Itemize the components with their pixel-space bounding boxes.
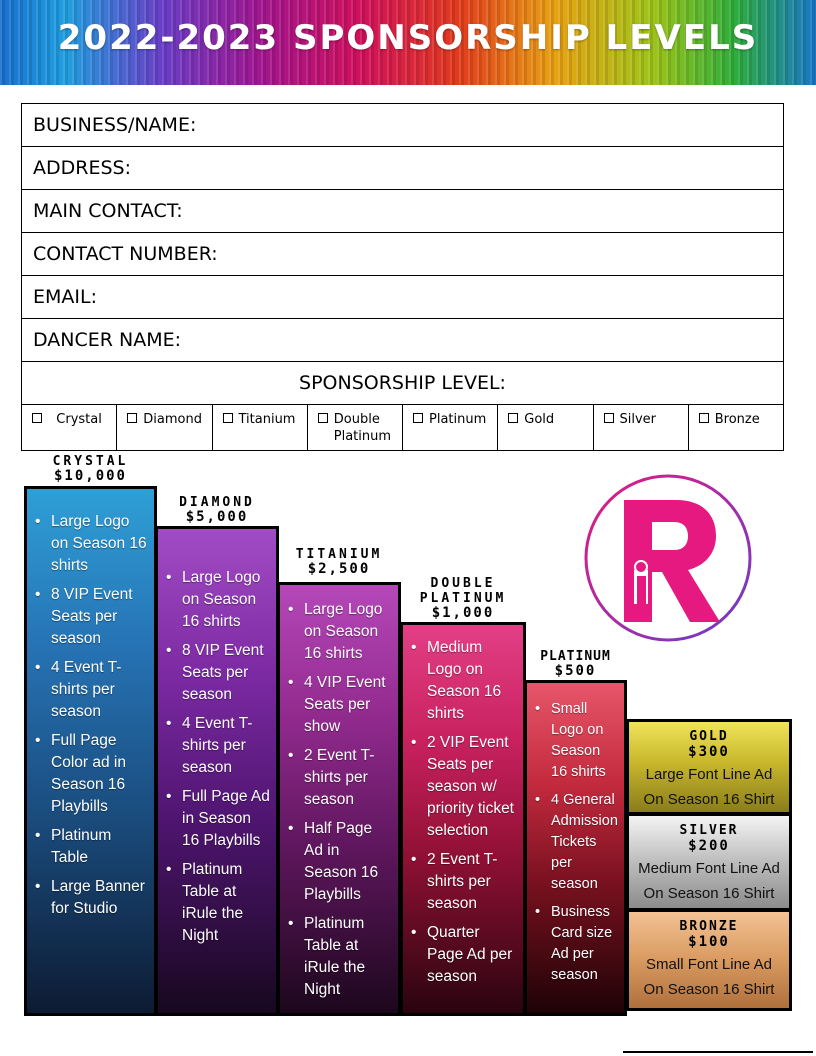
list-item: • 2 Event T- shirts per season — [288, 745, 394, 811]
option-silver[interactable]: Silver — [594, 405, 689, 450]
list-item: • 4 Event T-shirts per season — [35, 657, 150, 723]
header-banner — [0, 0, 816, 85]
platinum-benefits-list — [527, 699, 624, 986]
list-item: • Large Logo on Season 16 shirts — [288, 599, 394, 665]
checkbox-icon[interactable] — [127, 413, 137, 423]
double-platinum-benefits-list — [403, 637, 523, 988]
platinum-title: PLATINUM $500 — [540, 649, 611, 679]
list-item: • 4 VIP Event Seats per show — [288, 672, 394, 738]
list-item: • Small Logo on Season 16 shirts — [535, 699, 620, 783]
list-item: • 4 Event T-shirts per season — [166, 713, 272, 779]
checkbox-icon[interactable] — [223, 413, 233, 423]
titanium-title: TITANIUM $2,500 — [295, 547, 383, 577]
page-title: 2022-2023 SPONSORSHIP LEVELS — [57, 18, 759, 58]
business-name-field[interactable]: BUSINESS/NAME: — [22, 104, 783, 147]
list-item: • Platinum Table — [35, 825, 150, 869]
bronze-panel: BRONZE $100 Small Font Line Ad On Season 16 Shirt — [626, 909, 792, 1011]
gold-panel: GOLD $300 Large Font Line Ad On Season 16 Shirt — [626, 719, 792, 815]
list-item: • Platinum Table at iRule the Night — [166, 859, 272, 947]
address-field[interactable]: ADDRESS: — [22, 147, 783, 190]
sponsor-form — [21, 103, 784, 451]
list-item: • Large Logo on Season 16 shirts — [166, 567, 272, 633]
main-contact-field[interactable]: MAIN CONTACT: — [22, 190, 783, 233]
silver-price: $200 — [688, 838, 730, 854]
gold-title: GOLD — [689, 729, 729, 744]
platinum-benefits-panel — [524, 680, 627, 1016]
option-titanium[interactable]: Titanium — [213, 405, 308, 450]
option-double-platinum[interactable]: Double Platinum — [308, 405, 403, 450]
checkbox-icon[interactable] — [508, 413, 518, 423]
checkbox-icon[interactable] — [604, 413, 614, 423]
gold-price: $300 — [688, 744, 730, 760]
list-item: • Large Banner for Studio — [35, 876, 150, 920]
checkbox-icon[interactable] — [318, 413, 328, 423]
list-item: • 2 Event T- shirts per season — [411, 849, 519, 915]
silver-title: SILVER — [679, 823, 739, 838]
list-item: • Quarter Page Ad per season — [411, 922, 519, 988]
titanium-benefits-list — [280, 599, 398, 1001]
silver-panel: SILVER $200 Medium Font Line Ad On Season 16 Shirt — [626, 813, 792, 911]
checkbox-icon[interactable] — [699, 413, 709, 423]
list-item: • 8 VIP Event Seats per season — [166, 640, 272, 706]
list-item: • Half Page Ad in Season 16 Playbills — [288, 818, 394, 906]
list-item: • 4 General Admission Tickets per season — [535, 790, 620, 895]
list-item: • Platinum Table at iRule the Night — [288, 913, 394, 1001]
sponsorship-level-heading: SPONSORSHIP LEVEL: — [22, 362, 783, 405]
option-crystal[interactable]: Crystal — [22, 405, 117, 450]
list-item: • Full Page Ad in Season 16 Playbills — [166, 786, 272, 852]
list-item: • 8 VIP Event Seats per season — [35, 584, 150, 650]
double-platinum-benefits-panel — [400, 622, 526, 1016]
diamond-title: DIAMOND $5,000 — [179, 495, 255, 525]
list-item: • Business Card size Ad per season — [535, 902, 620, 986]
signature-line — [623, 1051, 813, 1053]
crystal-benefits-list — [27, 511, 154, 920]
bronze-title: BRONZE — [679, 919, 739, 934]
crystal-title: CRYSTAL $10,000 — [52, 454, 129, 484]
double-platinum-title: DOUBLE PLATINUM $1,000 — [419, 576, 507, 621]
checkbox-icon[interactable] — [413, 413, 423, 423]
titanium-benefits-panel — [277, 582, 401, 1016]
checkbox-icon[interactable] — [32, 413, 42, 423]
option-diamond[interactable]: Diamond — [117, 405, 212, 450]
irule-logo-icon — [584, 474, 752, 642]
list-item: • Full Page Color ad in Season 16 Playbills — [35, 730, 150, 818]
option-gold[interactable]: Gold — [498, 405, 593, 450]
option-platinum[interactable]: Platinum — [403, 405, 498, 450]
list-item: • 2 VIP Event Seats per season w/ priority ticket selection — [411, 732, 519, 842]
diamond-benefits-panel — [155, 526, 279, 1016]
crystal-benefits-panel — [24, 486, 157, 1016]
list-item: • Medium Logo on Season 16 shirts — [411, 637, 519, 725]
level-options-row — [22, 405, 783, 450]
list-item: • Large Logo on Season 16 shirts — [35, 511, 150, 577]
dancer-name-field[interactable]: DANCER NAME: — [22, 319, 783, 362]
contact-number-field[interactable]: CONTACT NUMBER: — [22, 233, 783, 276]
option-bronze[interactable]: Bronze — [689, 405, 783, 450]
bronze-price: $100 — [688, 934, 730, 950]
email-field[interactable]: EMAIL: — [22, 276, 783, 319]
diamond-benefits-list — [158, 567, 276, 947]
